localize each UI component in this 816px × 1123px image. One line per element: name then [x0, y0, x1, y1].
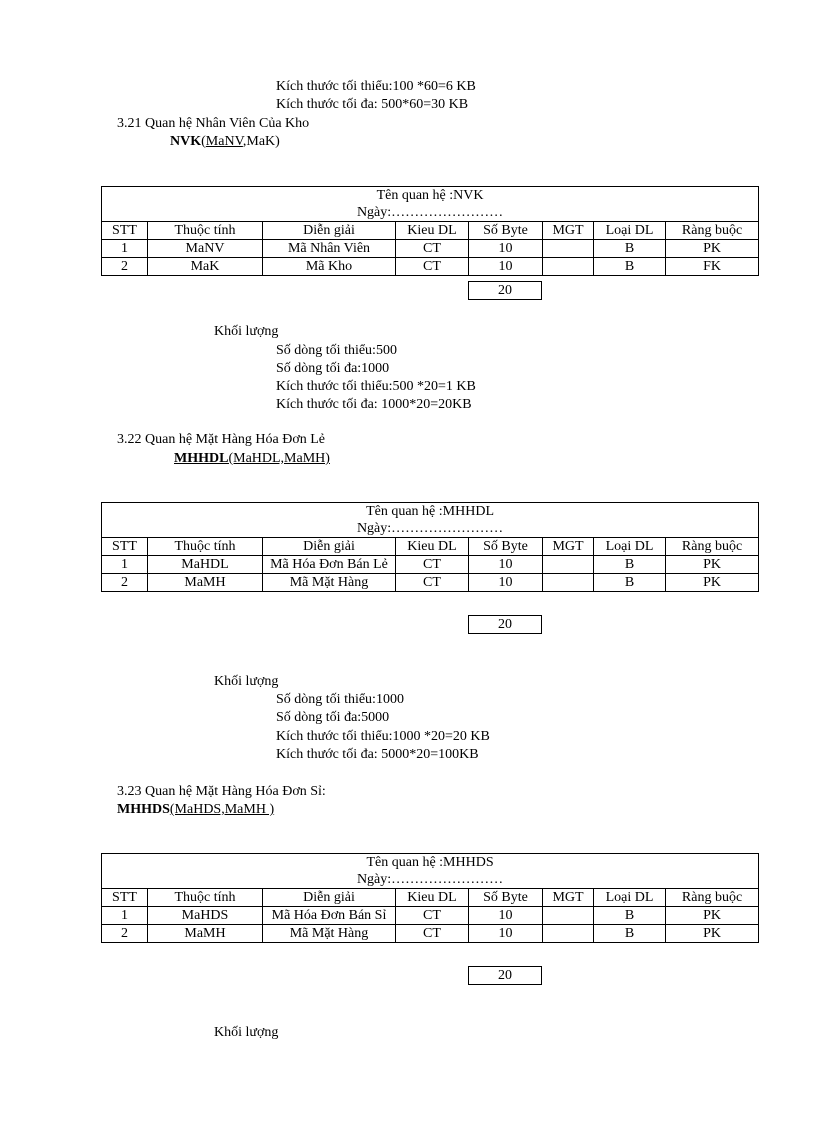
col-header: Kieu DL	[396, 889, 469, 907]
cell: CT	[396, 240, 469, 258]
cell: PK	[666, 574, 759, 592]
total-bytes-box	[468, 281, 542, 300]
total-bytes: 20	[469, 967, 542, 985]
table-header	[102, 503, 759, 538]
schema-name: MHHDS	[117, 802, 170, 817]
cell	[543, 556, 594, 574]
min-size-line: Kích thước tối thiểu:500 *20=1 KB	[276, 379, 476, 394]
cell: Mã Nhân Viên	[263, 240, 396, 258]
schema-keys: (MaHDS,MaMH )	[169, 802, 275, 817]
schema-rest: ,MaK)	[242, 134, 280, 149]
schema-nvk	[170, 133, 280, 151]
schema-name: MHHDL	[174, 451, 229, 466]
cell: Mã Kho	[263, 258, 396, 276]
max-rows-line: Số dòng tối đa:1000	[276, 361, 390, 376]
max-size-line: Kích thước tối đa: 5000*20=100KB	[276, 747, 479, 762]
table-title: Tên quan hệ :NVK	[376, 188, 484, 203]
table-date: Ngày:……………………	[356, 205, 504, 220]
schema-key: MaNV	[205, 134, 243, 149]
col-header: Loại DL	[594, 889, 666, 907]
col-header: MGT	[543, 222, 594, 240]
table-title: Tên quan hệ :MHHDS	[366, 855, 494, 870]
cell: MaK	[148, 258, 263, 276]
cell: B	[594, 240, 666, 258]
col-header: Kieu DL	[396, 222, 469, 240]
cell: 2	[102, 925, 148, 943]
cell	[543, 907, 594, 925]
table-header	[102, 187, 759, 222]
column-header-row	[102, 889, 759, 907]
cell	[543, 258, 594, 276]
col-header: Số Byte	[469, 222, 543, 240]
cell: B	[594, 556, 666, 574]
column-header-row	[102, 222, 759, 240]
cell: 1	[102, 556, 148, 574]
table-row	[102, 925, 759, 943]
cell: MaNV	[148, 240, 263, 258]
cell: CT	[396, 574, 469, 592]
col-header: Ràng buộc	[666, 889, 759, 907]
cell: CT	[396, 556, 469, 574]
col-header: STT	[102, 889, 148, 907]
cell: 10	[469, 574, 543, 592]
cell: MaMH	[148, 574, 263, 592]
section-heading-3-21: 3.21 Quan hệ Nhân Viên Của Kho	[117, 116, 310, 131]
cell: Mã Mặt Hàng	[263, 574, 396, 592]
cell	[543, 925, 594, 943]
cell: PK	[666, 907, 759, 925]
volume-label: Khối lượng	[214, 324, 279, 339]
cell: 10	[469, 907, 543, 925]
volume-label: Khối lượng	[214, 674, 279, 689]
col-header: Ràng buộc	[666, 538, 759, 556]
schema-open: (	[201, 134, 206, 149]
cell: PK	[666, 556, 759, 574]
min-rows-line: Số dòng tối thiểu:1000	[276, 692, 404, 707]
relation-table-mhhds	[101, 853, 759, 943]
cell: MaHDS	[148, 907, 263, 925]
total-bytes-box	[468, 615, 542, 634]
table-title: Tên quan hệ :MHHDL	[366, 504, 494, 519]
cell: 2	[102, 574, 148, 592]
cell: B	[594, 258, 666, 276]
table-date: Ngày:……………………	[356, 872, 504, 887]
cell: MaMH	[148, 925, 263, 943]
cell: MaHDL	[148, 556, 263, 574]
col-header: Ràng buộc	[666, 222, 759, 240]
cell: B	[594, 574, 666, 592]
cell: FK	[666, 258, 759, 276]
total-bytes: 20	[469, 282, 542, 300]
table-row	[102, 556, 759, 574]
schema-mhhdl	[174, 450, 330, 468]
cell	[543, 240, 594, 258]
table-date: Ngày:……………………	[356, 521, 504, 536]
cell: PK	[666, 240, 759, 258]
table-row	[102, 907, 759, 925]
col-header: STT	[102, 222, 148, 240]
cell: Mã Mặt Hàng	[263, 925, 396, 943]
column-header-row	[102, 538, 759, 556]
table-row	[102, 574, 759, 592]
max-rows-line: Số dòng tối đa:5000	[276, 710, 390, 725]
volume-label: Khối lượng	[214, 1025, 279, 1040]
col-header: Diễn giải	[263, 538, 396, 556]
col-header: Diễn giải	[263, 889, 396, 907]
cell: 10	[469, 556, 543, 574]
table-header	[102, 854, 759, 889]
table-row	[102, 258, 759, 276]
total-bytes: 20	[469, 616, 542, 634]
col-header: Diễn giải	[263, 222, 396, 240]
cell	[543, 574, 594, 592]
col-header: Thuộc tính	[148, 538, 263, 556]
cell: CT	[396, 907, 469, 925]
col-header: Loại DL	[594, 222, 666, 240]
col-header: Kieu DL	[396, 538, 469, 556]
table-row	[102, 240, 759, 258]
cell: 1	[102, 907, 148, 925]
min-rows-line: Số dòng tối thiểu:500	[276, 343, 397, 358]
col-header: MGT	[543, 538, 594, 556]
cell: PK	[666, 925, 759, 943]
cell: 10	[469, 925, 543, 943]
relation-table-nvk	[101, 186, 759, 276]
col-header: Số Byte	[469, 889, 543, 907]
cell: Mã Hóa Đơn Bán Sỉ	[263, 907, 396, 925]
min-size-line: Kích thước tối thiểu:1000 *20=20 KB	[276, 729, 490, 744]
col-header: Thuộc tính	[148, 222, 263, 240]
col-header: STT	[102, 538, 148, 556]
cell: CT	[396, 925, 469, 943]
cell: Mã Hóa Đơn Bán Lẻ	[263, 556, 396, 574]
cell: 2	[102, 258, 148, 276]
total-bytes-box	[468, 966, 542, 985]
cell: 1	[102, 240, 148, 258]
section-heading-3-22: 3.22 Quan hệ Mặt Hàng Hóa Đơn Lẻ	[117, 432, 326, 447]
col-header: Số Byte	[469, 538, 543, 556]
schema-mhhds	[117, 801, 274, 819]
relation-table-mhhdl	[101, 502, 759, 592]
col-header: Thuộc tính	[148, 889, 263, 907]
schema-keys: (MaHDL,MaMH)	[228, 451, 330, 466]
section-heading-3-23: 3.23 Quan hệ Mặt Hàng Hóa Đơn Sỉ:	[117, 784, 326, 799]
cell: B	[594, 907, 666, 925]
cell: 10	[469, 240, 543, 258]
min-size-line: Kích thước tối thiểu:100 *60=6 KB	[276, 79, 476, 94]
schema-name: NVK	[170, 134, 202, 149]
col-header: MGT	[543, 889, 594, 907]
cell: 10	[469, 258, 543, 276]
col-header: Loại DL	[594, 538, 666, 556]
cell: B	[594, 925, 666, 943]
max-size-line: Kích thước tối đa: 500*60=30 KB	[276, 97, 469, 112]
max-size-line: Kích thước tối đa: 1000*20=20KB	[276, 397, 472, 412]
cell: CT	[396, 258, 469, 276]
